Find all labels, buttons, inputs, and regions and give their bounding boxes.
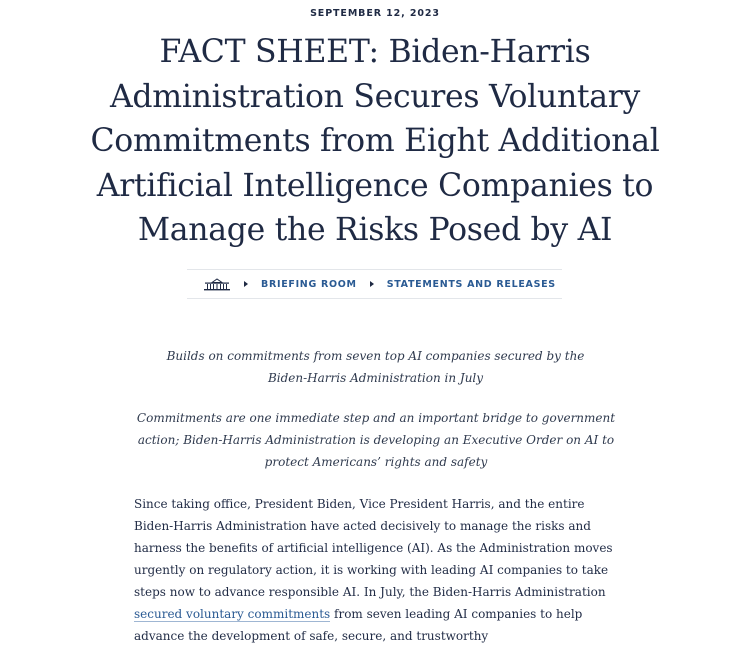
breadcrumb: [187, 269, 562, 299]
body-text-start: Since taking office, President Biden, Vice President Harris, and the entire Biden-Harris Administration have acted decisively to manage the risks and harness the benefits of artificial intelligence (AI). As the Administration moves urgently on regulatory action, it is working with leading AI companies to take steps now to advance responsible AI. In July, the Biden-Harris Administration: [134, 497, 613, 599]
subheading-2: Commitments are one immediate step and an important bridge to government action; Biden-Harris Administration is developing an Executive Order on AI to protect Americans’ rights and safety: [136, 411, 616, 469]
body-text-end: from seven leading AI companies to help advance the development of safe, secure, and trustworthy: [134, 607, 583, 643]
subheading-1: Builds on commitments from seven top AI companies secured by the Biden-Harris Administration in July: [166, 349, 585, 385]
breadcrumb-statements-and-releases[interactable]: STATEMENTS AND RELEASES: [386, 278, 556, 290]
chevron-right-icon: [244, 281, 248, 287]
secured-voluntary-commitments-link[interactable]: secured voluntary commitments: [134, 607, 331, 621]
publish-date: SEPTEMBER 12, 2023: [310, 8, 440, 19]
breadcrumb-briefing-room[interactable]: BRIEFING ROOM: [261, 278, 357, 290]
white-house-icon[interactable]: [203, 277, 231, 291]
chevron-right-icon: [370, 281, 374, 287]
body-paragraph: [134, 493, 616, 647]
page-title: FACT SHEET: Biden-Harris Administration Secures Voluntary Commitments from Eight Additional Artificial Intelligence Companies to Manage the Risks Posed by AI: [90, 34, 660, 248]
